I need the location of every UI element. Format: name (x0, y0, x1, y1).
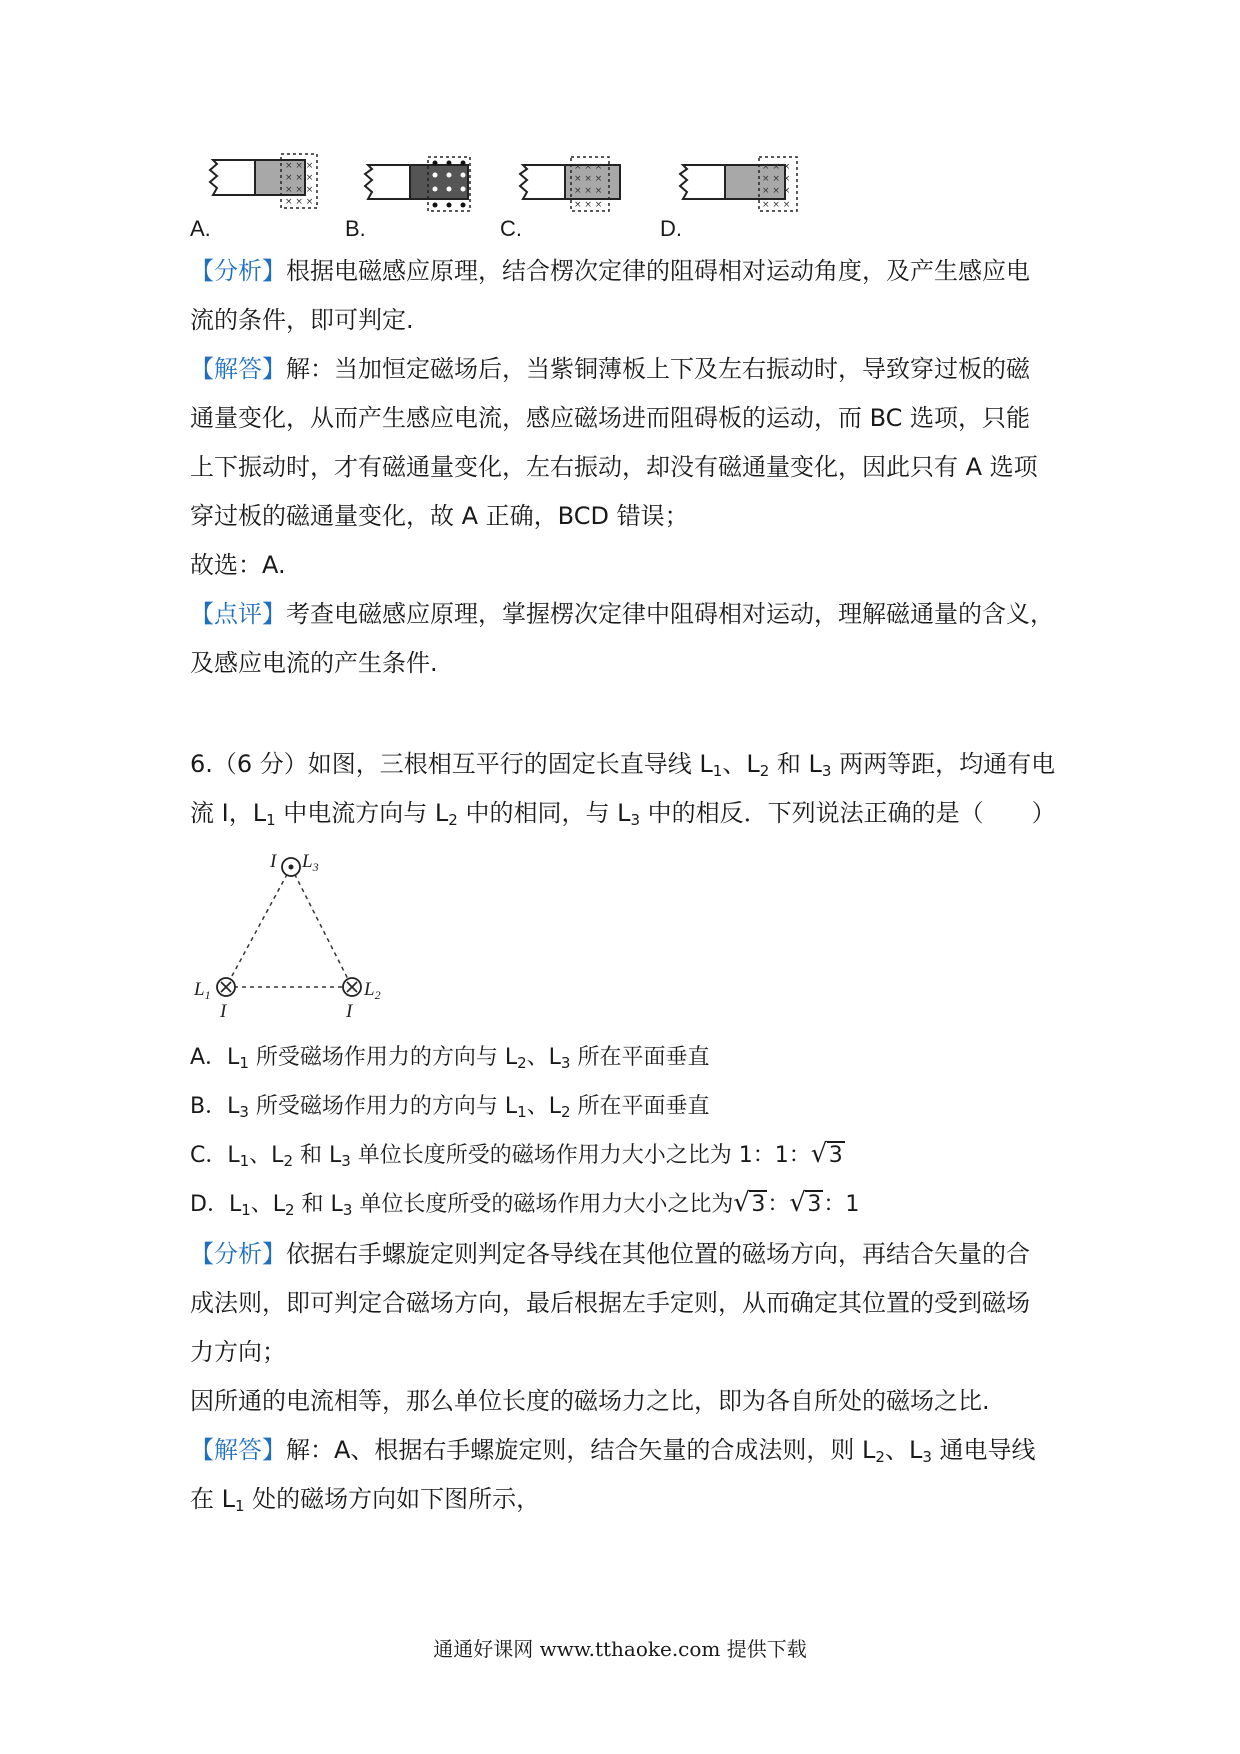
q6-option-c: C．$L_1$、$L_2$ 和 $L_3$ 单位长度所受的磁场作用力大小之比为 1：1：√ 3 (190, 1140, 845, 1172)
q6-analysis-line4: 因所通的电流相等，那么单位长度的磁场力之比，即为各自所处的磁场之比. (190, 1387, 990, 1415)
option-b-figure (360, 155, 480, 235)
label-top-i: I (270, 851, 277, 872)
q5-answer-line4: 穿过板的磁通量变化，故 A 正确，BCD 错误； (190, 502, 689, 530)
svg-text:× × ×: × × × (574, 174, 603, 184)
q6-stem-line2: 流 I，$L_1$ 中电流方向与 $L_2$ 中的相同，与 $L_3$ 中的相反．下列说法正确的是（ ） (190, 799, 1056, 829)
sqrt-symbol: √ 3 (811, 1140, 845, 1172)
svg-text:× × ×: × × × (574, 186, 603, 196)
q5-comment-line2: 及感应电流的产生条件. (190, 649, 438, 677)
label-right-i: I (346, 1001, 353, 1020)
q6-analysis-line1: 【分析】依据右手螺旋定则判定各导线在其他位置的磁场方向，再结合矢量的合 (190, 1240, 1030, 1268)
analysis-tag: 【分析】 (190, 257, 286, 285)
svg-text:× × ×: × × × (574, 200, 603, 210)
svg-text:× × ×: × × × (762, 174, 791, 184)
answer-tag: 【解答】 (190, 1436, 286, 1464)
option-b-label: B. (345, 216, 366, 241)
q6-option-a: A．$L_1$ 所受磁场作用力的方向与 $L_2$、$L_3$ 所在平面垂直 (190, 1045, 710, 1072)
q6-stem-line1: 6.（6 分）如图，三根相互平行的固定长直导线 $L_1$、$L_2$ 和 $L_3$ 两两等距，均通有电 (190, 750, 1056, 780)
q6-answer-line1: 【解答】解：A、根据右手螺旋定则，结合矢量的合成法则，则 $L_2$、$L_3$ 通电导线 (190, 1436, 1036, 1466)
label-top-l: $L_3$ (302, 851, 319, 874)
sqrt-symbol: √ 3 (733, 1189, 767, 1221)
edge-l3-l1 (226, 867, 291, 987)
option-d-figure (675, 155, 805, 235)
label-left-l: $L_1$ (194, 979, 211, 1002)
q6-answer-line2: 在 $L_1$ 处的磁场方向如下图所示， (190, 1485, 541, 1515)
svg-text:× × ×: × × × (285, 185, 314, 195)
wire-l1-cross (217, 978, 235, 996)
svg-text:× × ×: × × × (762, 186, 791, 196)
svg-text:× × ×: × × × (762, 200, 791, 210)
svg-text:× × ×: × × × (285, 161, 314, 171)
wire-l3-dot (282, 858, 300, 876)
edge-l3-l2 (291, 867, 352, 987)
option-c-figure (515, 155, 635, 235)
option-c-label: C. (500, 216, 522, 241)
q6-analysis-line2: 成法则，即可判定合磁场方向，最后根据左手定则，从而确定其位置的受到磁场 (190, 1289, 1030, 1317)
q5-answer-line5: 故选：A. (190, 551, 286, 579)
q5-answer-line3: 上下振动时，才有磁通量变化，左右振动，却没有磁通量变化，因此只有 A 选项 (190, 453, 1038, 481)
label-left-i: I (220, 1001, 227, 1020)
q5-analysis-line1: 【分析】根据电磁感应原理，结合楞次定律的阻碍相对运动角度，及产生感应电 (190, 257, 1030, 285)
svg-text:× × ×: × × × (762, 162, 791, 172)
label-right-l: $L_2$ (364, 979, 381, 1002)
option-a-figure (205, 150, 325, 230)
q5-answer-line1: 【解答】解：当加恒定磁场后，当紫铜薄板上下及左右振动时，导致穿过板的磁 (190, 355, 1030, 383)
q5-comment-line1: 【点评】考查电磁感应原理，掌握楞次定律中阻碍相对运动，理解磁通量的含义， (190, 600, 1054, 628)
analysis-tag: 【分析】 (190, 1240, 286, 1268)
q5-answer-line2: 通量变化，从而产生感应电流，感应磁场进而阻碍板的运动，而 BC 选项，只能 (190, 404, 1031, 432)
option-a-label: A. (190, 216, 211, 241)
page-footer: 通通好课网 www.tthaoke.com 提供下载 (433, 1637, 807, 1661)
answer-tag: 【解答】 (190, 355, 286, 383)
q6-triangle-figure (190, 845, 400, 1020)
svg-text:× × ×: × × × (285, 197, 314, 207)
q6-option-b: B．$L_3$ 所受磁场作用力的方向与 $L_1$、$L_2$ 所在平面垂直 (190, 1094, 710, 1121)
svg-text:× × ×: × × × (285, 173, 314, 183)
option-d-label: D. (660, 216, 682, 241)
svg-text:× × ×: × × × (574, 162, 603, 172)
q6-option-d: D．$L_1$、$L_2$ 和 $L_3$ 单位长度所受的磁场作用力大小之比为√ 3：√ 3：1 (190, 1189, 859, 1221)
q5-analysis-line2: 流的条件，即可判定. (190, 306, 414, 334)
q6-analysis-line3: 力方向； (190, 1338, 286, 1366)
wire-l2-cross (343, 978, 361, 996)
sqrt-symbol: √ 3 (789, 1189, 823, 1221)
comment-tag: 【点评】 (190, 600, 286, 628)
